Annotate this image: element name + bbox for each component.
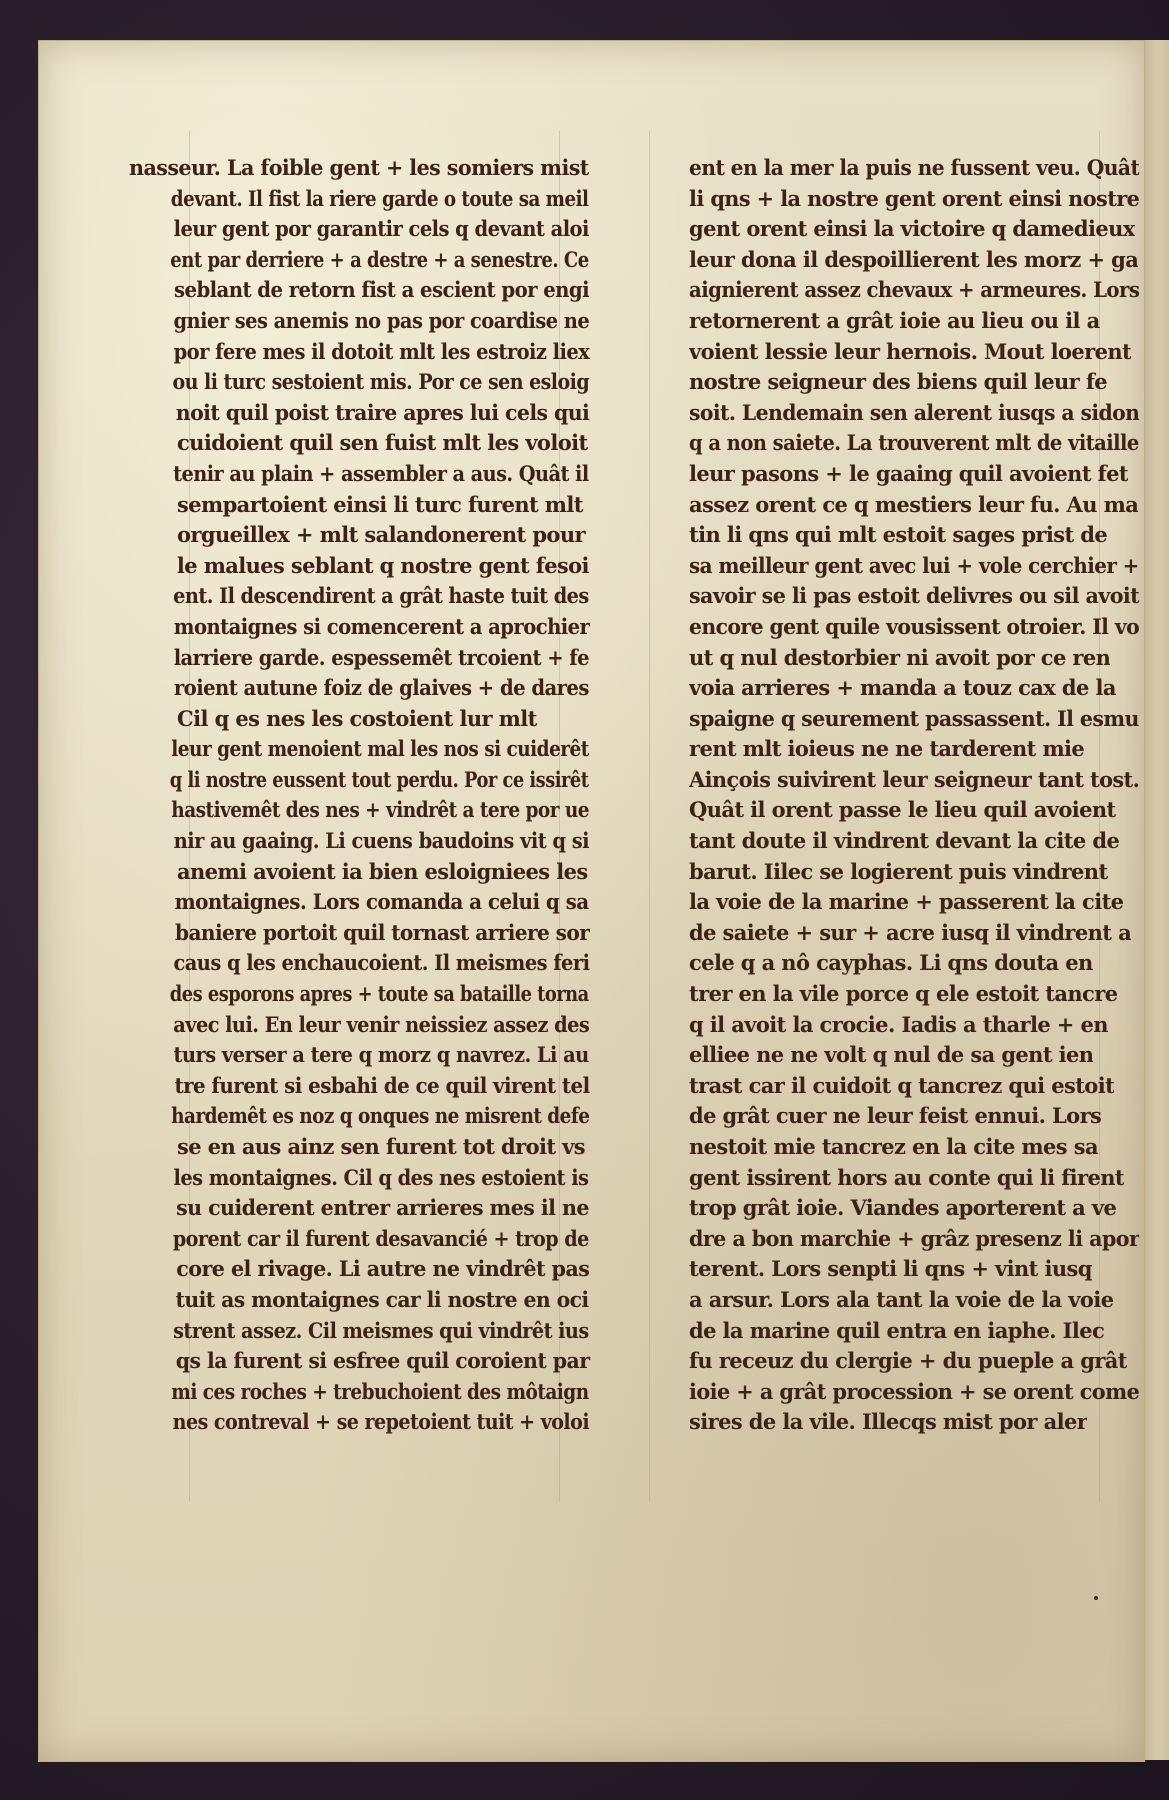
right-text-column — [689, 153, 1154, 1438]
manuscript-line: su cuiderent entrer arrieres mes il ne — [176, 1195, 589, 1221]
manuscript-line: voia arrieres + manda a touz cax de la — [689, 675, 1116, 701]
manuscript-line: q il avoit la crocie. Iadis a tharle + en — [689, 1011, 1108, 1037]
manuscript-line: ent. Il descendirent a grât haste tuit des — [173, 583, 589, 609]
manuscript-line: nostre seigneur des biens quil leur fe — [689, 369, 1107, 395]
manuscript-line: de saiete + sur + acre iusq il vindrent a — [689, 919, 1131, 945]
manuscript-line: gent orent einsi la victoire q damedieux — [689, 216, 1135, 242]
parchment-hole — [1094, 1596, 1098, 1600]
manuscript-line: soit. Lendemain sen alerent iusqs a sidon — [689, 399, 1140, 425]
manuscript-line: savoir se li pas estoit delivres ou sil avoit — [689, 583, 1140, 609]
manuscript-line: trop grât ioie. Viandes aporterent a ve — [689, 1195, 1116, 1221]
manuscript-line: encore gent quile vousissent otroier. Il vo — [689, 613, 1140, 639]
manuscript-line: dre a bon marchie + grâz presenz li apor — [689, 1225, 1140, 1251]
manuscript-line: leur pasons + le gaaing quil avoient fet — [689, 460, 1128, 486]
manuscript-line: gnier ses anemis no pas por coardise ne — [173, 307, 590, 333]
manuscript-line: noit quil poist traire apres lui cels qui — [175, 399, 590, 425]
manuscript-line: leur dona il despoillierent les morz + ga — [689, 246, 1138, 272]
manuscript-line: avec lui. En leur venir neissiez assez des — [173, 1011, 590, 1037]
manuscript-line: les montaignes. Cil q des nes estoient is — [173, 1164, 589, 1190]
manuscript-line: de la marine quil entra en iaphe. Ilec — [689, 1317, 1104, 1343]
manuscript-line: turs verser a tere q morz q navrez. Li au — [173, 1042, 589, 1068]
manuscript-line: trast car il cuidoit q tancrez qui estoit — [689, 1072, 1114, 1098]
manuscript-line: ou li turc sestoient mis. Por ce sen esloig — [172, 369, 590, 395]
manuscript-line: sires de la vile. Illecqs mist por aler — [689, 1409, 1087, 1435]
manuscript-line: li qns + la nostre gent orent einsi nostre — [689, 185, 1139, 211]
manuscript-line: devant. Il fist la riere garde o toute sa meil — [170, 185, 589, 211]
manuscript-line: qs la furent si esfree quil coroient par — [175, 1348, 590, 1374]
manuscript-line: retornerent a grât ioie au lieu ou il a — [689, 307, 1100, 333]
manuscript-line: hardemêt es noz q onques ne misrent defe — [171, 1103, 590, 1129]
manuscript-line: tuit as montaignes car li nostre en oci — [175, 1286, 589, 1312]
manuscript-folio — [38, 40, 1145, 1762]
manuscript-line: nir au gaaing. Li cuens baudoins vit q si — [173, 828, 590, 854]
left-text-column — [129, 153, 589, 1438]
manuscript-line: ioie + a grât procession + se orent come — [689, 1378, 1139, 1404]
manuscript-line: aignierent assez chevaux + armeures. Lors — [689, 277, 1140, 303]
manuscript-line: orgueillex + mlt salandonerent pour — [177, 522, 585, 548]
manuscript-line: strent assez. Cil meismes qui vindrêt ius — [173, 1317, 589, 1343]
manuscript-line: terent. Lors senpti li qns + vint iusq — [689, 1256, 1092, 1282]
manuscript-line: roient autune foiz de glaives + de dares — [173, 675, 589, 701]
manuscript-line: tant doute il vindrent devant la cite de — [689, 828, 1119, 854]
manuscript-line: montaignes. Lors comanda a celui q sa — [174, 889, 589, 915]
manuscript-line: hastivemêt des nes + vindrêt a tere por ue — [171, 797, 590, 823]
manuscript-line: porent car il furent desavancié + trop de — [172, 1225, 589, 1251]
manuscript-line: nasseur. La foible gent + les somiers mist — [129, 155, 589, 180]
manuscript-line: des esporons apres + toute sa bataille torna — [169, 981, 589, 1007]
manuscript-line: ent en la mer la puis ne fussent veu. Quât — [689, 155, 1140, 180]
manuscript-line: Cil q es nes les costoient lur mlt — [177, 705, 537, 731]
manuscript-line: leur gent por garantir cels q devant aloi — [173, 216, 589, 242]
manuscript-line: trer en la vile porce q ele estoit tancre — [689, 981, 1117, 1007]
ruling-line — [649, 131, 650, 1501]
manuscript-line: rent mlt ioieus ne ne tarderent mie — [689, 736, 1084, 762]
manuscript-line: nes contreval + se repetoient tuit + voloi — [172, 1409, 590, 1435]
manuscript-line: sempartoient einsi li turc furent mlt — [177, 491, 583, 517]
manuscript-line: seblant de retorn fist a escient por engi — [173, 277, 590, 303]
manuscript-line: le malues seblant q nostre gent fesoi — [176, 552, 589, 578]
manuscript-line: gent issirent hors au conte qui li firent — [689, 1164, 1124, 1190]
manuscript-line: assez orent ce q mestiers leur fu. Au ma — [689, 491, 1138, 517]
manuscript-line: de grât cuer ne leur feist ennui. Lors — [689, 1103, 1101, 1129]
manuscript-line: q a non saiete. La trouverent mlt de vitaille — [689, 430, 1139, 456]
manuscript-line: cele q a nô cayphas. Li qns douta en — [689, 950, 1093, 976]
manuscript-line: sa meilleur gent avec lui + vole cerchier + — [689, 552, 1139, 578]
manuscript-line: larriere garde. espessemêt trcoient + fe — [173, 644, 590, 670]
manuscript-line: barut. Iilec se logierent puis vindrent — [689, 858, 1108, 884]
manuscript-line: nestoit mie tancrez en la cite mes sa — [689, 1134, 1098, 1159]
manuscript-line: se en aus ainz sen furent tot droit vs — [177, 1134, 585, 1159]
manuscript-line: a arsur. Lors ala tant la voie de la voie — [689, 1286, 1113, 1312]
manuscript-line: spaigne q seurement passassent. Il esmu — [689, 705, 1139, 731]
manuscript-line: montaignes si comencerent a aprochier — [173, 613, 590, 639]
manuscript-line: q li nostre eussent tout perdu. Por ce issirêt — [169, 766, 589, 792]
manuscript-line: Ainçois suivirent leur seigneur tant tost. — [689, 766, 1139, 792]
manuscript-line: por fere mes il dotoit mlt les estroiz liex — [173, 338, 590, 364]
manuscript-line: fu receuz du clergie + du pueple a grât — [689, 1348, 1127, 1374]
manuscript-line: Quât il orent passe le lieu quil avoient — [689, 797, 1116, 823]
manuscript-line: la voie de la marine + passerent la cite — [689, 889, 1123, 915]
manuscript-line: baniere portoit quil tornast arriere sor — [174, 919, 590, 945]
manuscript-line: ut q nul destorbier ni avoit por ce ren — [689, 644, 1110, 670]
manuscript-line: tin li qns qui mlt estoit sages prist de — [689, 522, 1107, 548]
manuscript-line: caus q les enchaucoient. Il meismes feri — [173, 950, 590, 976]
manuscript-line: ent par derriere + a destre + a senestre. Ce — [170, 246, 589, 272]
manuscript-line: tre furent si esbahi de ce quil virent tel — [174, 1072, 590, 1098]
manuscript-line: anemi avoient ia bien esloigniees les — [177, 858, 588, 884]
manuscript-line: tenir au plain + assembler a aus. Quât il — [173, 460, 589, 486]
manuscript-line: core el rivage. Li autre ne vindrêt pas — [176, 1256, 590, 1282]
manuscript-line: mi ces roches + trebuchoient des môtaign — [171, 1378, 589, 1404]
manuscript-line: voient lessie leur hernois. Mout loerent — [689, 338, 1131, 364]
manuscript-line: cuidoient quil sen fuist mlt les voloit — [177, 430, 588, 456]
manuscript-line: leur gent menoient mal les nos si cuiderêt — [171, 736, 589, 762]
manuscript-line: elliee ne ne volt q nul de sa gent ien — [689, 1042, 1093, 1068]
